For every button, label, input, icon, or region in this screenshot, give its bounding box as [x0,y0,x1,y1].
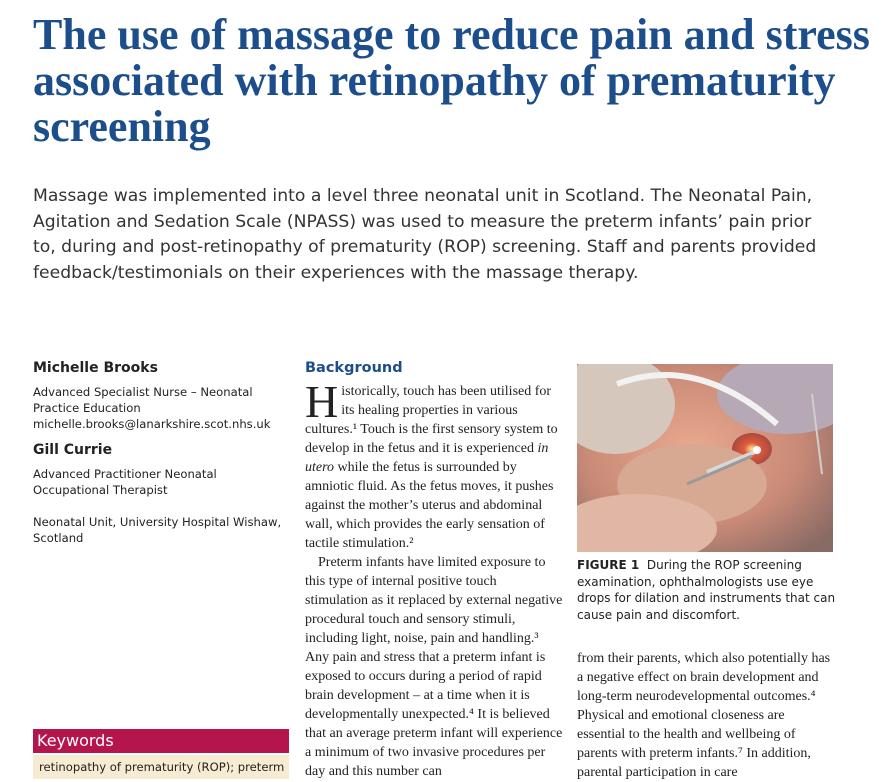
affiliation [33,514,291,546]
paragraph-text: while the fetus is surrounded by amniotic fluid. As the fetus moves, it pushes against the mother’s uterus and abdominal wall, which provides the early sensation of tactile stimulation.² [305,460,554,551]
keywords-list: retinopathy of prematurity (ROP); preterm [33,755,289,779]
drop-cap: H [305,376,339,427]
author-name: Gill Currie [33,442,113,458]
author-2 [33,442,291,498]
figure-caption [577,557,837,624]
article-abstract: Massage was implemented into a level three neonatal unit in Scotland. The Neonatal Pain, Agitation and Sedation Scale (NPASS) was used to measure the preterm infants’ pain prior to, during and post-retinopathy of prematurity (ROP) screening. Staff and parents provided feedback/testimonials on their experiences with the massage therapy. [33,186,817,283]
body-paragraph: from their parents, which also potentially has a negative effect on brain development and long-term neurodevelopmental outcomes.⁴ Physical and emotional closeness are essential to the health and wellbeing of parents with preterm infants.⁷ In addition, parental participation in care [577,651,831,780]
figure-photo [577,364,833,552]
author-role: Advanced Specialist Nurse – Neonatal [33,385,253,399]
author-name: Michelle Brooks [33,360,158,376]
keywords-heading: Keywords [33,729,289,753]
right-column [577,649,833,782]
body-paragraph: Preterm infants have limited exposure to this type of internal positive touch stimulation as it replaced by external negative procedural touch and sensory stimuli, including light, noise, pain and handling.³ Any pain and stress that a preterm infant is exposed to occurs during a period of rapid brain development – at a time when it is developmentally unexpected.⁴ It is believed that an average preterm infant will experience a minimum of two invasive procedures per day and this number can [305,555,563,779]
author-1 [33,360,291,432]
affiliation-line: Scotland [33,531,84,545]
background-column [305,360,563,781]
author-role: Advanced Practitioner Neonatal [33,467,217,481]
paragraph-text: istorically, touch has been utilised for its healing properties in various cultures.¹ Touch is the first sensory system to develop in the fetus and it is experienced [305,384,558,456]
rop-exam-photo [577,364,833,552]
affiliation-line: Neonatal Unit, University Hospital Wishaw, [33,515,282,529]
body-paragraph [305,376,563,553]
figure-caption-text: During the ROP screening examination, ophthalmologists use eye drops for dilation and instruments that can cause pain and discomfort. [577,558,836,623]
author-role: Practice Education [33,401,141,415]
section-heading: Background [305,360,403,376]
author-role: Occupational Therapist [33,483,168,497]
article-title: The use of massage to reduce pain and stress associated with retinopathy of prematurity screening [33,10,870,151]
italic-term: in utero [305,441,549,475]
author-info [33,360,291,546]
author-email[interactable]: michelle.brooks@lanarkshire.scot.nhs.uk [33,417,271,431]
figure-label: FIGURE 1 [577,558,640,572]
